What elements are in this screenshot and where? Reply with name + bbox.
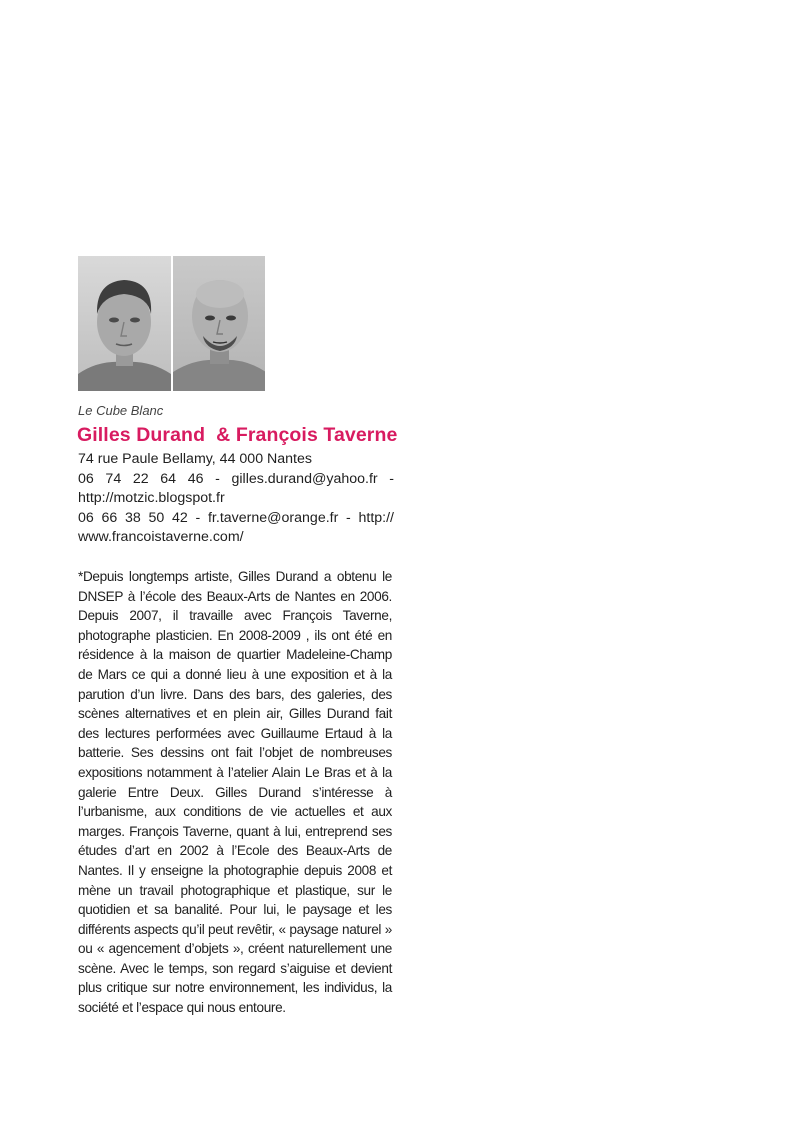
phone-email-francois: 06 66 38 50 42 - fr.taverne@orange.fr - http://	[78, 509, 394, 526]
blog-url: http://motzic.blogspot.fr	[78, 490, 225, 507]
portrait-gilles-durand	[78, 256, 171, 391]
artist-portraits	[78, 256, 265, 391]
biography: *Depuis longtemps artiste, Gilles Durand a obtenu le DNSEP à l’école des Beaux-Arts de Nantes en 2006. Depuis 2007, il travaille avec François Taverne, photographe plasticien. En 2008-2009 , ils ont été en résidence à la maison de quartier Madeleine-Champ de Mars ce qui a donné lieu à une exposition et à la parution d’un livre. Dans des bars, des galeries, des scènes alternatives et en plein air, Gilles Durand fait des lectures performées avec Guillaume Ertaud à la batterie. Ses dessins ont fait l’objet de nombreuses expositions notamment à l’atelier Alain Le Bras et à la galerie Entre Deux. Gilles Durand s’intéresse à l’urbanisme, aux conditions de vie actuelles et aux marges. François Taverne, quant à lui, entreprend ses études d’art en 2002 à l’Ecole des Beaux-Arts de Nantes. Il y enseigne la photographie depuis 2008 et mène un travail photographique et plastique, sur le quotidien et sa banalité. Pour lui, le paysage et les différents aspects qu’il peut revêtir, « paysage naturel » ou « agencement d’objets », créent naturellement une scène. Avec le temps, son regard s’aiguise et devient plus critique sur notre environnement, les individus, la société et l’espace qui nous entoure.	[78, 569, 392, 1016]
contact-block	[78, 450, 394, 548]
address: 74 rue Paule Bellamy, 44 000 Nantes	[78, 451, 312, 467]
portrait-francois-taverne	[173, 256, 266, 391]
gallery-name: Le Cube Blanc	[78, 403, 164, 418]
artist-names: Gilles Durand & François Taverne	[77, 424, 398, 446]
website-url: www.francoistaverne.com/	[78, 529, 244, 546]
phone-email-gilles: 06 74 22 64 46 - gilles.durand@yahoo.fr -	[78, 470, 394, 487]
